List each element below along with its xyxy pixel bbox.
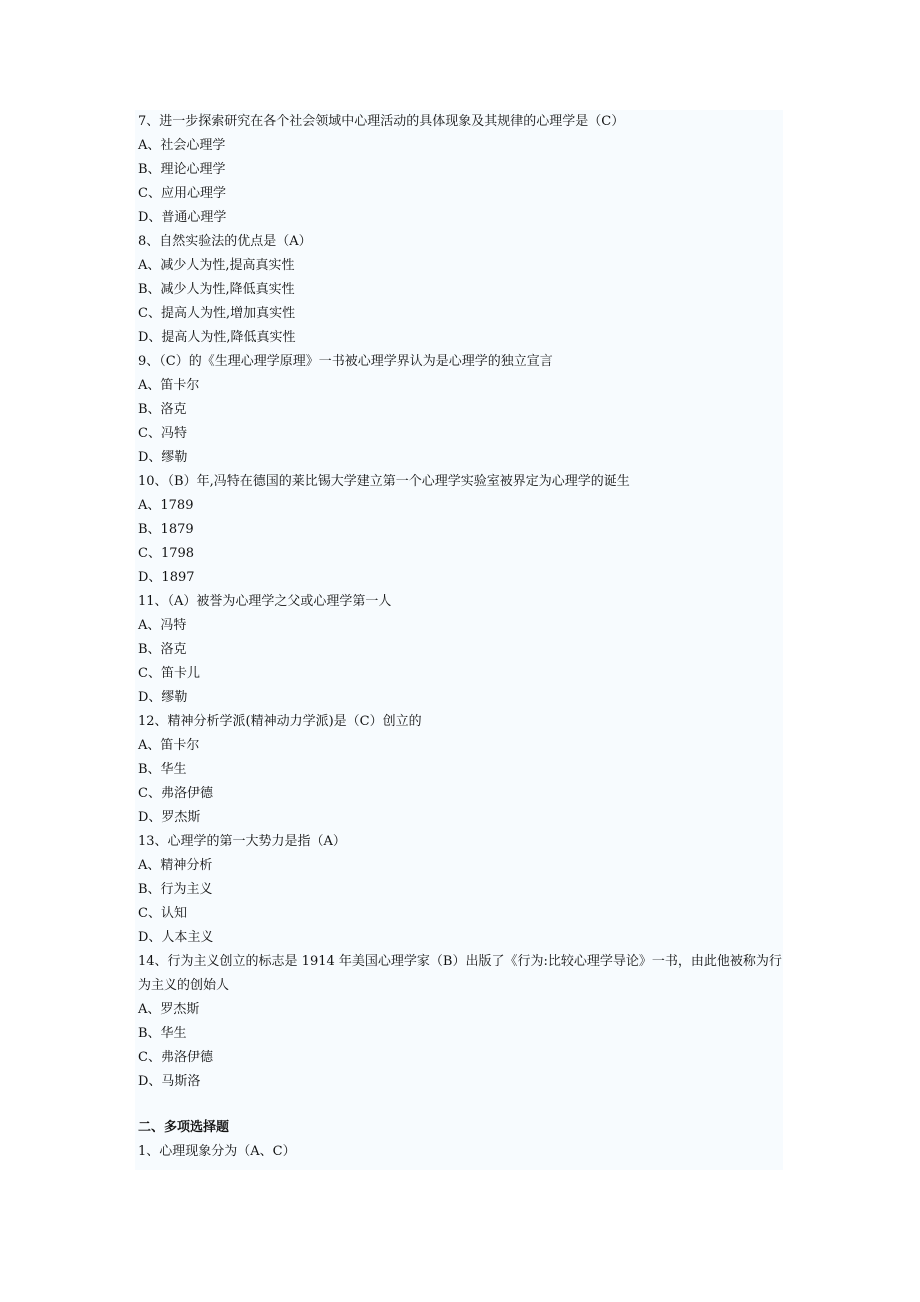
question-line: 12、精神分析学派(精神动力学派)是（C）创立的: [138, 714, 422, 729]
option-line: A、笛卡尔: [138, 738, 200, 753]
option-line: A、罗杰斯: [138, 1002, 200, 1017]
option-line: D、人本主义: [138, 930, 214, 945]
question-line: 8、自然实验法的优点是（A）: [138, 234, 312, 249]
option-line: B、理论心理学: [138, 162, 226, 177]
option-line: D、普通心理学: [138, 210, 227, 225]
option-line: D、缪勒: [138, 690, 188, 705]
section-spacer: [138, 1094, 783, 1116]
option-line: D、1897: [138, 570, 195, 585]
option-line: D、提高人为性,降低真实性: [138, 330, 296, 345]
option-line: B、行为主义: [138, 882, 213, 897]
option-line: A、减少人为性,提高真实性: [138, 258, 295, 273]
question-line: 11、（A）被誉为心理学之父或心理学第一人: [138, 594, 392, 609]
question-block-7-13: [138, 110, 783, 950]
option-line: C、提高人为性,增加真实性: [138, 306, 296, 321]
option-line: B、1879: [138, 522, 194, 537]
option-line: C、应用心理学: [138, 186, 226, 201]
question-line: 10、（B）年,冯特在德国的莱比锡大学建立第一个心理学实验室被界定为心理学的诞生: [138, 474, 630, 489]
option-line: D、缪勒: [138, 450, 188, 465]
option-line: B、华生: [138, 762, 187, 777]
question-14-options: [138, 998, 783, 1094]
option-line: A、精神分析: [138, 858, 213, 873]
question-line: 9、（C）的《生理心理学原理》一书被心理学界认为是心理学的独立宣言: [138, 354, 553, 369]
question-line: 7、进一步探索研究在各个社会领域中心理活动的具体现象及其规律的心理学是（C）: [138, 114, 625, 129]
option-line: A、笛卡尔: [138, 378, 200, 393]
option-line: C、冯特: [138, 426, 187, 441]
option-line: A、1789: [138, 498, 194, 513]
question-multi-1: 1、心理现象分为（A、C）: [138, 1144, 296, 1159]
section-heading: 二、多项选择题: [138, 1120, 230, 1135]
option-line: C、1798: [138, 546, 195, 561]
option-line: B、洛克: [138, 402, 187, 417]
option-line: C、弗洛伊德: [138, 1050, 213, 1065]
option-line: C、笛卡儿: [138, 666, 200, 681]
option-line: D、罗杰斯: [138, 810, 201, 825]
option-line: D、马斯洛: [138, 1074, 201, 1089]
document-body: [135, 110, 783, 1170]
option-line: A、冯特: [138, 618, 187, 633]
question-line: 13、心理学的第一大势力是指（A）: [138, 834, 346, 849]
option-line: B、华生: [138, 1026, 187, 1041]
option-line: B、减少人为性,降低真实性: [138, 282, 295, 297]
question-14: 14、行为主义创立的标志是 1914 年美国心理学家（B）出版了《行为:比较心理学导论》一书，由此他被称为行为主义的创始人: [138, 954, 782, 993]
option-line: C、认知: [138, 906, 187, 921]
option-line: C、弗洛伊德: [138, 786, 213, 801]
option-line: A、社会心理学: [138, 138, 226, 153]
option-line: B、洛克: [138, 642, 187, 657]
